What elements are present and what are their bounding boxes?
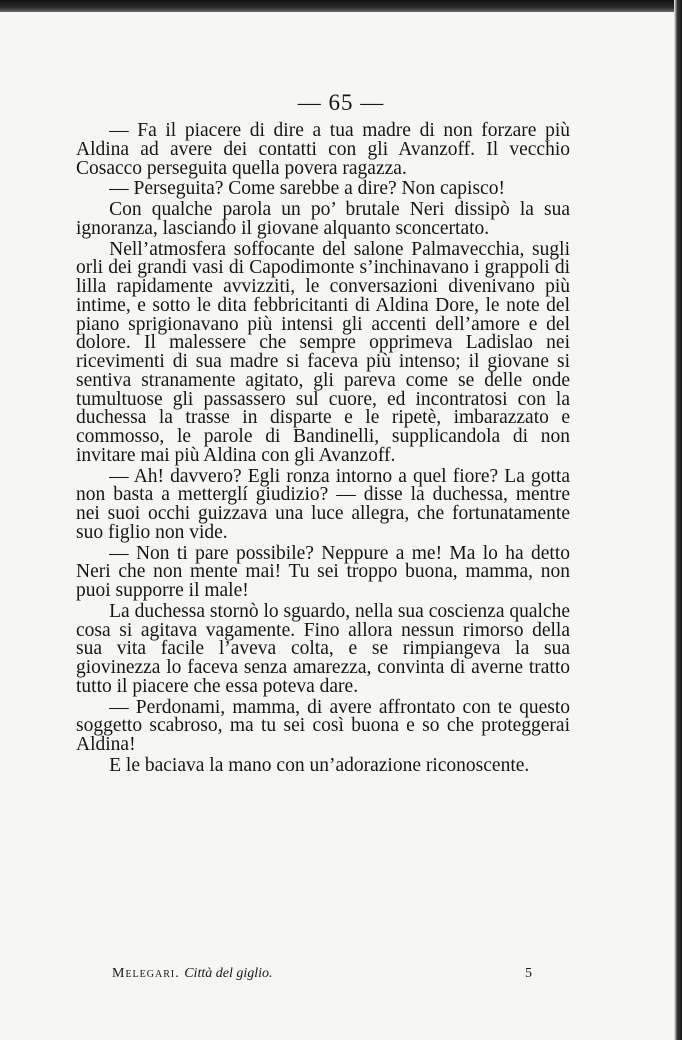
footer-author: Melegari. (112, 966, 185, 981)
body-text (76, 122, 570, 776)
page-footer (112, 966, 532, 982)
paragraph: — Non ti pare possibile? Neppure a me! Ma lo ha detto Neri che non mente mai! Tu sei troppo buona, mamma, non puoi supporre il male! (76, 542, 570, 601)
paragraph: La duchessa stornò lo sguardo, nella sua coscienza qualche cosa si agitava vagamente. Fino allora nessun rimorso della sua vita facile l’aveva colta, e se rimpiangeva la sua giovinezza lo faceva senza amarezza, convinta di averne tratto tutto il piacere che essa poteva dare. (76, 600, 570, 697)
scan-right-edge (674, 0, 682, 1040)
paragraph: — Perseguita? Come sarebbe a dire? Non capisco! (109, 178, 505, 200)
paragraph: — Perdonami, mamma, di avere affrontato con te questo soggetto scabroso, ma tu sei così buona e so che proteggerai Aldina! (76, 696, 570, 755)
scan-top-edge (0, 0, 682, 12)
paragraph: — Ah! davvero? Egli ronza intorno a quel fiore? La gotta non basta a metterglí giudizio? — disse la duchessa, mentre nei suoi occhi guizzava una luce allegra, che fortunatamente suo figlio non vide. (76, 465, 570, 543)
footer-book-info (112, 966, 273, 982)
paragraph: E le baciava la mano con un’adorazione riconoscente. (109, 754, 530, 776)
signature-mark: 5 (525, 966, 532, 981)
paragraph: Nell’atmosfera soffocante del salone Palmavecchia, sugli orli dei grandi vasi di Capodimonte s’inchinavano i grappoli di lilla rapidamente avvizziti, le conversazioni divenivano più intime, e sotto le dita febbricitanti di Aldina Dore, le note del piano sprigionavano più intensi gli accenti dell’amore e del dolore. Il malessere che sempre opprimeva Ladislao nei ricevimenti di sua madre si faceva più intenso; il giovane si sentiva stranamente agitato, gli pareva come se delle onde tumultuose gli passassero sul cuore, ed incontratosi con la duchessa la trasse in disparte e le ripetè, imbarazzato e commosso, le parole di Bandinelli, supplicandola di non invitare mai più Aldina con gli Avanzoff. (76, 238, 570, 466)
paragraph: Con qualche parola un po’ brutale Neri dissipò la sua ignoranza, lasciando il giovane alquanto sconcertato. (76, 199, 570, 239)
footer-title: Città del giglio. (184, 966, 273, 981)
page-number: — 65 — (297, 90, 385, 115)
paragraph: — Fa il piacere di dire a tua madre di non forzare più Aldina ad avere dei contatti con gli Avanzoff. Il vecchio Cosacco perseguita quella povera ragazza. (76, 120, 570, 179)
